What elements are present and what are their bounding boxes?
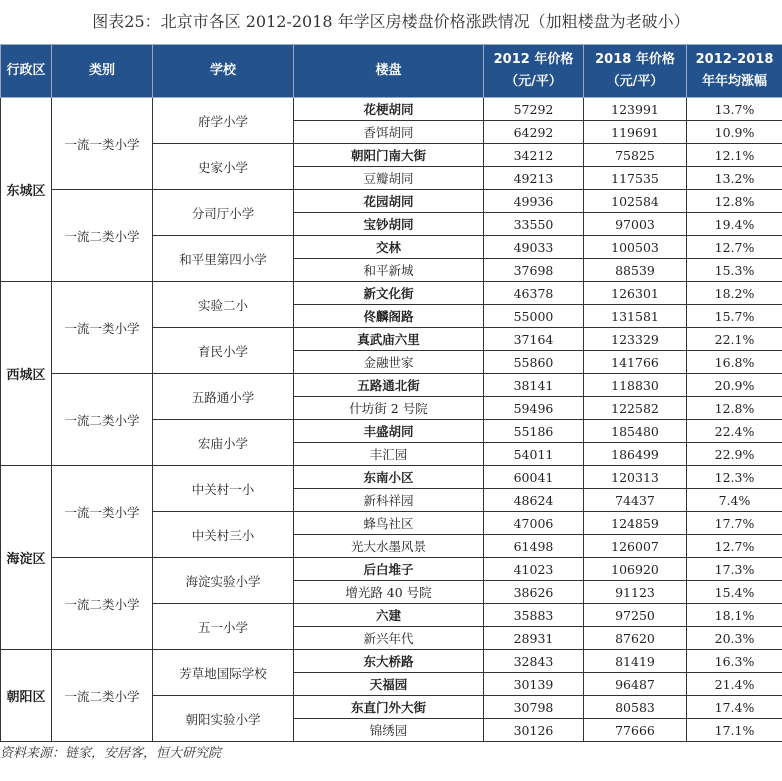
growth-cell: 22.9% [687, 443, 782, 466]
school-cell: 朝阳实验小学 [153, 696, 294, 742]
price-2018-cell: 74437 [584, 489, 687, 512]
price-2012-cell: 61498 [484, 535, 584, 558]
growth-cell: 18.2% [687, 282, 782, 305]
table-row [1, 558, 782, 581]
table-title: 图表25：北京市各区 2012-2018 年学区房楼盘价格涨跌情况（加粗楼盘为老破小） [92, 12, 690, 31]
estate-cell: 东直门外大街 [294, 696, 484, 719]
price-2012-cell: 47006 [484, 512, 584, 535]
estate-cell: 光大水墨风景 [294, 535, 484, 558]
price-2018-cell: 119691 [584, 121, 687, 144]
estate-cell: 金融世家 [294, 351, 484, 374]
price-2012-cell: 34212 [484, 144, 584, 167]
price-2018-cell: 141766 [584, 351, 687, 374]
estate-cell: 东大桥路 [294, 650, 484, 673]
school-cell: 五一小学 [153, 604, 294, 650]
growth-cell: 20.9% [687, 374, 782, 397]
price-2012-cell: 64292 [484, 121, 584, 144]
estate-cell: 花梗胡同 [294, 98, 484, 121]
category-cell: 一流二类小学 [52, 558, 153, 650]
growth-cell: 22.4% [687, 420, 782, 443]
price-2012-cell: 37164 [484, 328, 584, 351]
estate-cell: 和平新城 [294, 259, 484, 282]
price-2012-cell: 55000 [484, 305, 584, 328]
school-cell: 育民小学 [153, 328, 294, 374]
price-2018-cell: 80583 [584, 696, 687, 719]
header-estate: 楼盘 [294, 45, 484, 98]
growth-cell: 15.7% [687, 305, 782, 328]
district-cell: 西城区 [1, 282, 52, 466]
estate-cell: 新科祥园 [294, 489, 484, 512]
price-2018-cell: 131581 [584, 305, 687, 328]
price-2012-cell: 57292 [484, 98, 584, 121]
price-2018-cell: 88539 [584, 259, 687, 282]
estate-cell: 丰汇园 [294, 443, 484, 466]
estate-cell: 豆瓣胡同 [294, 167, 484, 190]
price-2012-cell: 38141 [484, 374, 584, 397]
category-cell: 一流二类小学 [52, 190, 153, 282]
price-2018-cell: 100503 [584, 236, 687, 259]
table-body [1, 98, 782, 742]
district-cell: 东城区 [1, 98, 52, 282]
growth-cell: 19.4% [687, 213, 782, 236]
price-2012-cell: 54011 [484, 443, 584, 466]
header-row [1, 45, 782, 98]
price-2012-cell: 30126 [484, 719, 584, 742]
school-cell: 史家小学 [153, 144, 294, 190]
growth-cell: 15.4% [687, 581, 782, 604]
school-cell: 中关村一小 [153, 466, 294, 512]
price-2012-cell: 49213 [484, 167, 584, 190]
school-cell: 海淀实验小学 [153, 558, 294, 604]
district-cell: 海淀区 [1, 466, 52, 650]
growth-cell: 17.3% [687, 558, 782, 581]
price-2018-cell: 120313 [584, 466, 687, 489]
price-2018-cell: 185480 [584, 420, 687, 443]
price-2018-cell: 75825 [584, 144, 687, 167]
growth-cell: 12.8% [687, 397, 782, 420]
price-2018-cell: 77666 [584, 719, 687, 742]
price-2018-cell: 118830 [584, 374, 687, 397]
category-cell: 一流二类小学 [52, 374, 153, 466]
price-2018-cell: 91123 [584, 581, 687, 604]
estate-cell: 交林 [294, 236, 484, 259]
price-2012-cell: 41023 [484, 558, 584, 581]
growth-cell: 12.3% [687, 466, 782, 489]
price-2012-cell: 32843 [484, 650, 584, 673]
school-cell: 芳草地国际学校 [153, 650, 294, 696]
price-2012-cell: 35883 [484, 604, 584, 627]
price-2018-cell: 96487 [584, 673, 687, 696]
growth-cell: 7.4% [687, 489, 782, 512]
growth-cell: 15.3% [687, 259, 782, 282]
price-2012-cell: 60041 [484, 466, 584, 489]
price-2018-cell: 117535 [584, 167, 687, 190]
header-price-2018: 2018 年价格（元/平） [584, 45, 687, 98]
price-2012-cell: 59496 [484, 397, 584, 420]
price-2018-cell: 186499 [584, 443, 687, 466]
estate-cell: 佟麟阁路 [294, 305, 484, 328]
school-district-price-table [0, 44, 782, 742]
growth-cell: 12.7% [687, 535, 782, 558]
estate-cell: 五路通北街 [294, 374, 484, 397]
price-2012-cell: 55186 [484, 420, 584, 443]
estate-cell: 六建 [294, 604, 484, 627]
growth-cell: 12.8% [687, 190, 782, 213]
table-row [1, 650, 782, 673]
growth-cell: 22.1% [687, 328, 782, 351]
estate-cell: 后白堆子 [294, 558, 484, 581]
estate-cell: 花园胡同 [294, 190, 484, 213]
growth-cell: 21.4% [687, 673, 782, 696]
growth-cell: 17.4% [687, 696, 782, 719]
price-2012-cell: 49033 [484, 236, 584, 259]
category-cell: 一流一类小学 [52, 466, 153, 558]
price-2018-cell: 97250 [584, 604, 687, 627]
price-2012-cell: 33550 [484, 213, 584, 236]
table-row [1, 282, 782, 305]
estate-cell: 朝阳门南大街 [294, 144, 484, 167]
estate-cell: 增光路 40 号院 [294, 581, 484, 604]
estate-cell: 什坊街 2 号院 [294, 397, 484, 420]
district-cell: 朝阳区 [1, 650, 52, 742]
estate-cell: 蜂鸟社区 [294, 512, 484, 535]
growth-cell: 13.2% [687, 167, 782, 190]
growth-cell: 18.1% [687, 604, 782, 627]
school-cell: 五路通小学 [153, 374, 294, 420]
price-2012-cell: 49936 [484, 190, 584, 213]
growth-cell: 12.7% [687, 236, 782, 259]
price-2018-cell: 126007 [584, 535, 687, 558]
school-cell: 府学小学 [153, 98, 294, 144]
price-2018-cell: 87620 [584, 627, 687, 650]
table-row [1, 98, 782, 121]
category-cell: 一流二类小学 [52, 650, 153, 742]
estate-cell: 丰盛胡同 [294, 420, 484, 443]
price-2018-cell: 106920 [584, 558, 687, 581]
category-cell: 一流一类小学 [52, 282, 153, 374]
growth-cell: 17.1% [687, 719, 782, 742]
school-cell: 分司厅小学 [153, 190, 294, 236]
price-2012-cell: 30139 [484, 673, 584, 696]
estate-cell: 东南小区 [294, 466, 484, 489]
price-2018-cell: 102584 [584, 190, 687, 213]
price-2012-cell: 46378 [484, 282, 584, 305]
estate-cell: 香饵胡同 [294, 121, 484, 144]
price-2018-cell: 126301 [584, 282, 687, 305]
price-2018-cell: 122582 [584, 397, 687, 420]
price-2012-cell: 37698 [484, 259, 584, 282]
price-2012-cell: 38626 [484, 581, 584, 604]
price-2012-cell: 48624 [484, 489, 584, 512]
school-cell: 实验二小 [153, 282, 294, 328]
price-2012-cell: 28931 [484, 627, 584, 650]
estate-cell: 新文化街 [294, 282, 484, 305]
price-2018-cell: 81419 [584, 650, 687, 673]
price-2012-cell: 30798 [484, 696, 584, 719]
header-annual-growth: 2012-2018 年年均涨幅 [687, 45, 782, 98]
price-2018-cell: 123329 [584, 328, 687, 351]
growth-cell: 10.9% [687, 121, 782, 144]
growth-cell: 20.3% [687, 627, 782, 650]
header-category: 类别 [52, 45, 153, 98]
growth-cell: 13.7% [687, 98, 782, 121]
school-cell: 宏庙小学 [153, 420, 294, 466]
source-note: 资料来源：链家，安居客，恒大研究院 [0, 746, 222, 761]
price-2018-cell: 124859 [584, 512, 687, 535]
estate-cell: 天福园 [294, 673, 484, 696]
table-row [1, 190, 782, 213]
growth-cell: 17.7% [687, 512, 782, 535]
table-row [1, 374, 782, 397]
growth-cell: 16.8% [687, 351, 782, 374]
school-cell: 和平里第四小学 [153, 236, 294, 282]
estate-cell: 真武庙六里 [294, 328, 484, 351]
school-cell: 中关村三小 [153, 512, 294, 558]
estate-cell: 宝钞胡同 [294, 213, 484, 236]
growth-cell: 12.1% [687, 144, 782, 167]
estate-cell: 锦绣园 [294, 719, 484, 742]
price-2018-cell: 97003 [584, 213, 687, 236]
price-2018-cell: 123991 [584, 98, 687, 121]
category-cell: 一流一类小学 [52, 98, 153, 190]
header-district: 行政区 [1, 45, 52, 98]
estate-cell: 新兴年代 [294, 627, 484, 650]
table-row [1, 466, 782, 489]
growth-cell: 16.3% [687, 650, 782, 673]
price-2012-cell: 55860 [484, 351, 584, 374]
header-school: 学校 [153, 45, 294, 98]
header-price-2012: 2012 年价格（元/平） [484, 45, 584, 98]
